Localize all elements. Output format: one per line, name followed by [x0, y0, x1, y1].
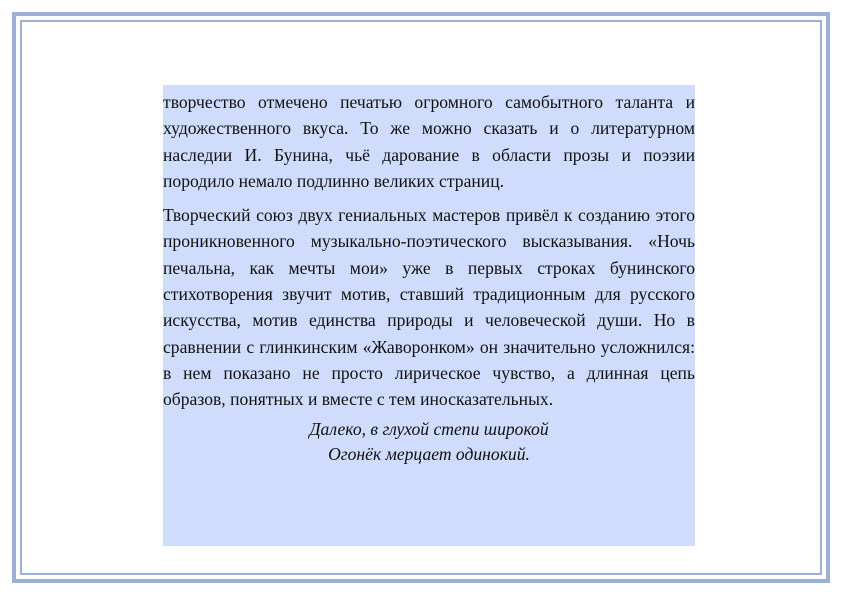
verse-line-1: Далеко, в глухой степи широкой	[309, 418, 549, 439]
verse-line-2: Огонёк мерцает одинокий.	[328, 443, 530, 464]
paragraph-1: творчество отмечено печатью огромного самобытного таланта и художественного вкуса. То же можно сказать и о литературном наследии И. Бунина, чьё дарование в области прозы и поэзии породило немало подлинно великих страниц.	[163, 92, 695, 191]
text-box	[163, 85, 695, 546]
verse-quote	[163, 417, 695, 467]
paragraph-2: Творческий союз двух гениальных мастеров привёл к созданию этого проникновенного музыкально-поэтического высказывания. «Ночь печальна, как мечты мои» уже в первых строках бунинского стихотворения звучит мотив, ставший традиционным для русского искусства, мотив единства природы и человеческой души. Но в сравнении с глинкинским «Жаворонком» он значительно усложнился: в нем показано не просто лирическое чувство, а длинная цепь образов, понятных и вместе с тем иносказательных.	[163, 205, 695, 410]
